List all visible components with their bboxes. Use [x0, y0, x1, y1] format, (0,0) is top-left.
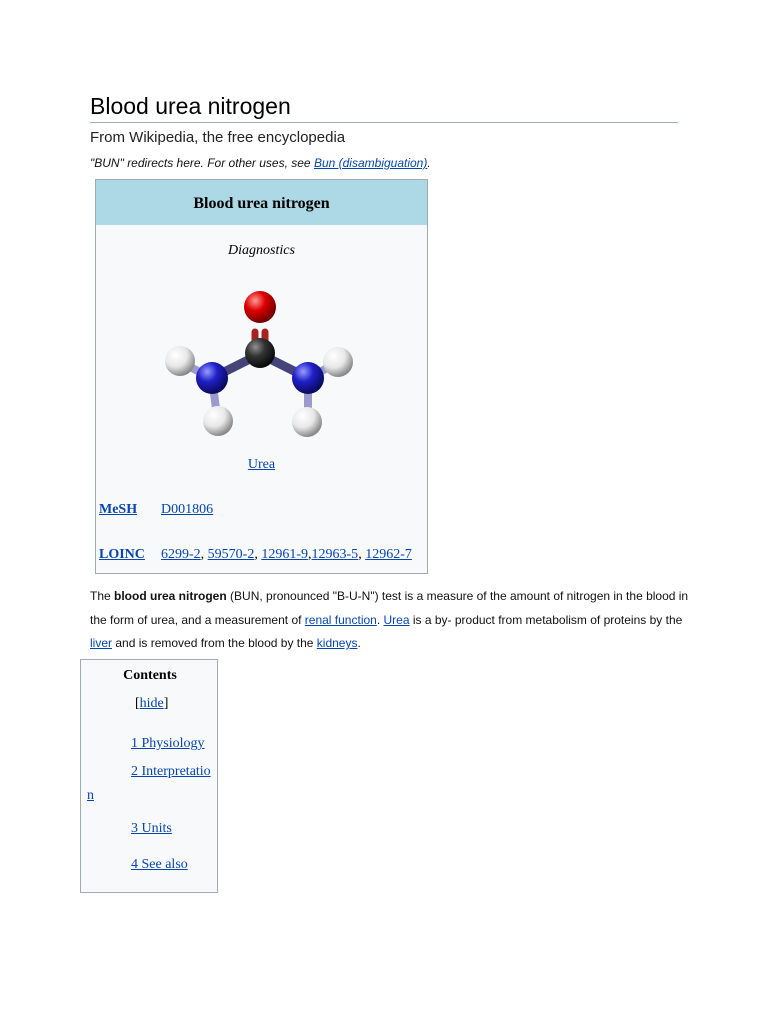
- hydrogen-atom: [165, 346, 195, 376]
- toc-item-units[interactable]: 3 Units: [131, 821, 172, 836]
- toc-title: Contents: [123, 668, 177, 683]
- paragraph-text: .: [376, 612, 384, 627]
- mesh-row: [99, 502, 213, 518]
- paragraph-text: is a by- product from metabolism of proteins by the: [409, 612, 683, 627]
- bold-term: blood urea nitrogen: [114, 589, 227, 603]
- nitrogen-atom: [292, 362, 324, 394]
- hydrogen-atom: [292, 407, 322, 437]
- hatnote-suffix: .: [427, 156, 431, 170]
- renal-function-link[interactable]: renal function: [304, 612, 377, 627]
- paragraph-text: (BUN, pronounced "B-U-N") test is a measure of the amount of nitrogen in the blood in the form of urea, and a measurement of: [90, 589, 689, 627]
- toc-toggle: [135, 696, 168, 712]
- toc-item-physiology[interactable]: 1 Physiology: [131, 736, 205, 751]
- loinc-code-link[interactable]: 12963-5: [311, 547, 359, 562]
- paragraph-text: .: [357, 636, 361, 650]
- kidneys-link[interactable]: kidneys: [316, 636, 358, 650]
- toc-item-interpretation[interactable]: 2 Interpretation: [87, 764, 211, 803]
- bracket: [: [135, 696, 140, 711]
- separator: ,: [254, 547, 262, 562]
- image-caption: [96, 457, 427, 473]
- oxygen-atom: [244, 291, 276, 323]
- hydrogen-atom: [203, 406, 233, 436]
- nitrogen-atom: [196, 362, 228, 394]
- hydrogen-atom: [323, 347, 353, 377]
- loinc-code-link[interactable]: 6299-2: [161, 547, 201, 562]
- paragraph-text: and is removed from the blood by the: [112, 636, 317, 650]
- separator: ,: [358, 547, 366, 562]
- loinc-code-link[interactable]: 59570-2: [207, 547, 255, 562]
- loinc-label-link[interactable]: LOINC: [99, 547, 145, 562]
- carbon-atom: [245, 338, 275, 368]
- urea-molecule-image[interactable]: [162, 284, 362, 444]
- urea-link[interactable]: Urea: [383, 612, 410, 627]
- table-of-contents: [80, 659, 218, 893]
- lead-paragraph: [90, 585, 690, 656]
- page-title: Blood urea nitrogen: [90, 92, 678, 123]
- separator: ,: [308, 547, 312, 562]
- infobox-title: Blood urea nitrogen: [96, 180, 427, 225]
- infobox-subheader: Diagnostics: [228, 243, 295, 258]
- loinc-row: [99, 547, 412, 563]
- loinc-code-link[interactable]: 12961-9: [261, 547, 309, 562]
- site-tagline: From Wikipedia, the free encyclopedia: [90, 129, 346, 146]
- bracket: ]: [163, 696, 169, 711]
- toc-item-see-also[interactable]: 4 See also: [131, 857, 188, 872]
- separator: ,: [200, 547, 208, 562]
- paragraph-text: The: [90, 589, 115, 603]
- infobox: [95, 179, 428, 574]
- disambiguation-link[interactable]: Bun (disambiguation): [313, 156, 428, 170]
- liver-link[interactable]: liver: [90, 636, 113, 650]
- mesh-label-link[interactable]: MeSH: [99, 502, 138, 517]
- hatnote-text: "BUN" redirects here. For other uses, see: [90, 156, 314, 170]
- hatnote: [90, 156, 431, 170]
- loinc-code-link[interactable]: 12962-7: [365, 547, 412, 562]
- toc-hide-link[interactable]: hide: [139, 696, 164, 711]
- urea-caption-link[interactable]: Urea: [247, 457, 276, 472]
- mesh-value-link[interactable]: D001806: [161, 502, 214, 517]
